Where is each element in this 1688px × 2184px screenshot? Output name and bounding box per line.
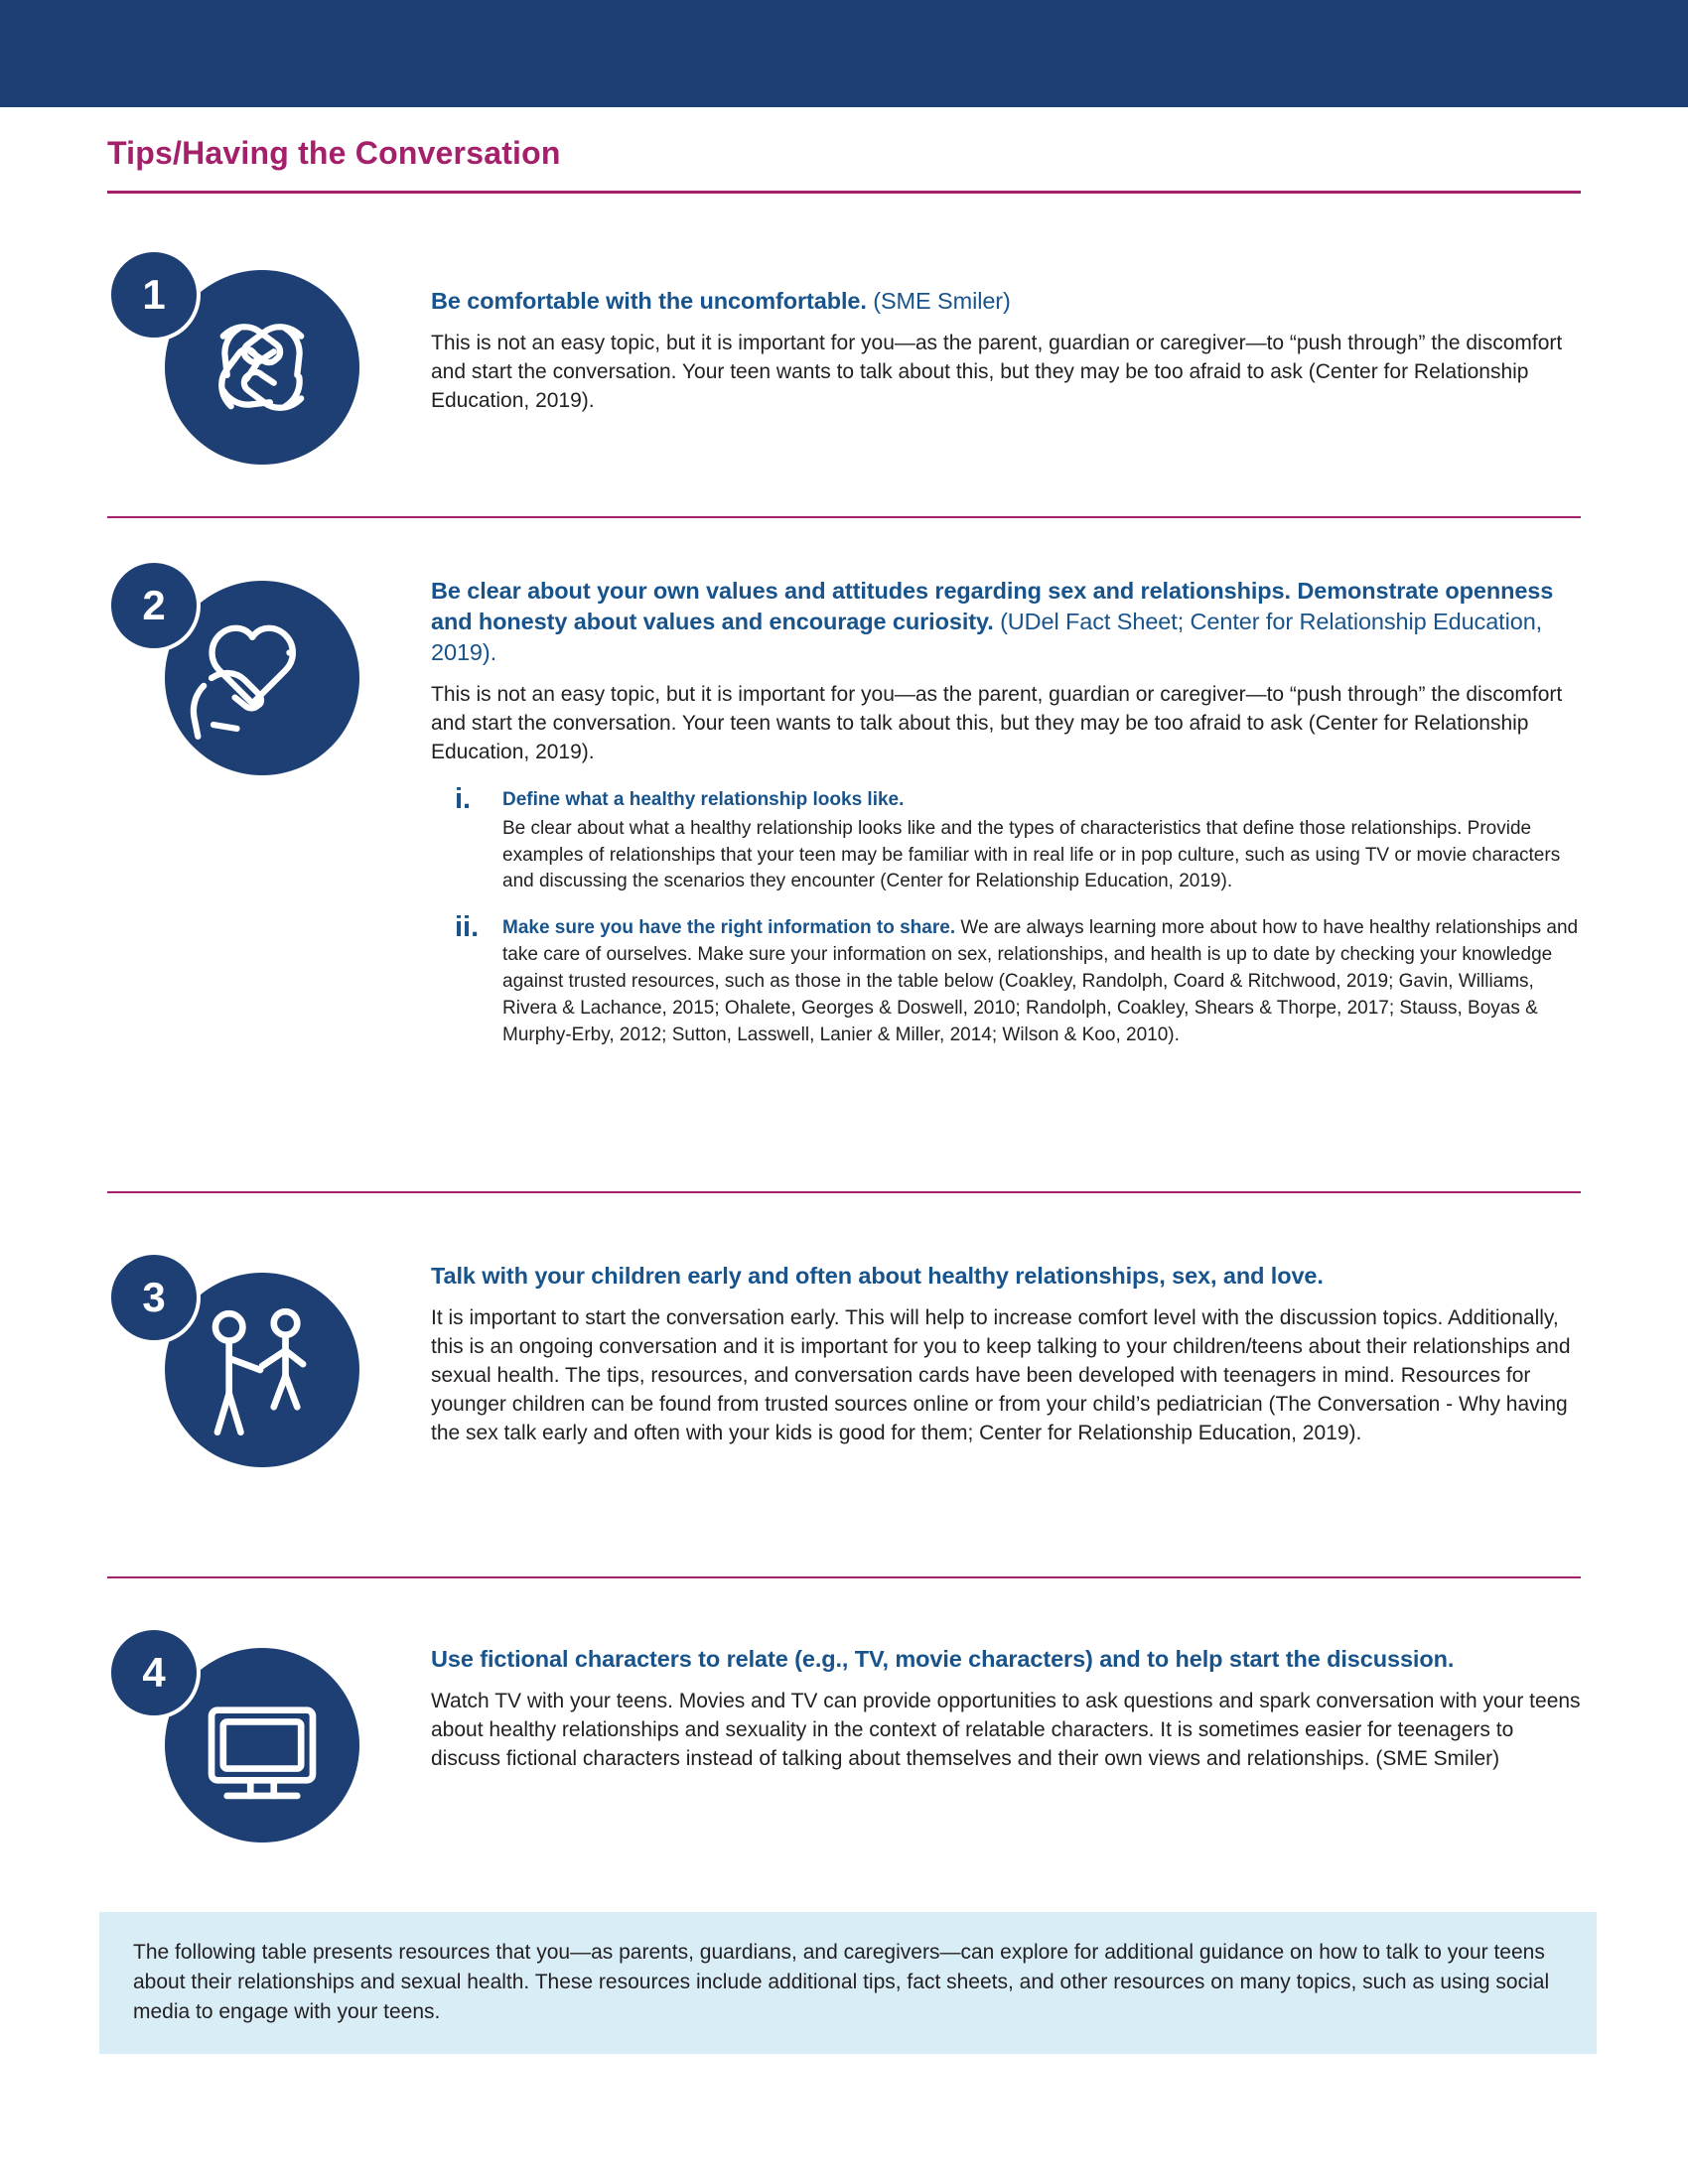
tip-heading-bold-4: Use fictional characters to relate (e.g., TV, movie characters) and to help start the discussion.	[431, 1646, 1455, 1672]
tip-heading-bold-1: Be comfortable with the uncomfortable.	[431, 288, 867, 314]
tip-heading-plain-2: (UDel Fact Sheet; Center for Relationship Education, 2019).	[431, 609, 1543, 666]
tip-body-1: This is not an easy topic, but it is important for you—as the parent, guardian or caregiver—to “push through” the discomfort and start the conversation. Your teen wants to talk about this, but they may be too afraid to ask (Center for Relationship Education, 2019).	[431, 332, 1563, 412]
tip-badge-2	[107, 559, 361, 777]
tip-heading-plain-1: (SME Smiler)	[866, 288, 1011, 314]
tip-subitem-2-i	[431, 782, 1581, 896]
page-title: Tips/Having the Conversation	[107, 135, 561, 171]
tip-heading-bold-3: Talk with your children early and often about healthy relationships, sex, and love.	[431, 1263, 1324, 1289]
callout-text: The following table presents resources that you—as parents, guardians, and caregivers—can explore for additional guidance on how to talk to your teens about their relationships and sexual health. These resources include additional tips, fact sheets, and other resources on many topics, such as using social media to engage with your teens.	[133, 1941, 1550, 2023]
tip-number-4: 4	[107, 1626, 201, 1719]
subitem-marker-i: i.	[455, 782, 472, 815]
tip-divider-1	[107, 516, 1581, 518]
tip-text-4	[431, 1644, 1581, 1774]
tip-number-1: 1	[107, 248, 201, 341]
tip-body-3: It is important to start the conversation early. This will help to increase comfort level with the discussion topics. Additionally, this is an ongoing conversation and it is important for you to keep talking to your children/teens about their relationships and sexual health. The tips, resources, and conversation cards have been developed with teenagers in mind. Resources for younger children can be found from trusted sources online or from your child’s pediatrician (The Conversation - Why having the sex talk early and often with your kids is good for them; Center for Relationship Education, 2019).	[431, 1306, 1571, 1444]
tip-heading-4	[431, 1644, 1581, 1675]
tip-text-3	[431, 1261, 1581, 1448]
subitem-body-i: Be clear about what a healthy relationship looks like and the types of characteristics that define those relationships. Provide examples of relationships that your teen may be familiar with in real life or in pop culture, such as using TV or movie characters and discussing the scenarios they encounter (Center for Relationship Education, 2019).	[502, 817, 1561, 892]
tip-number-2: 2	[107, 559, 201, 652]
subitem-title-ii: Make sure you have the right information to share.	[502, 917, 956, 939]
subitem-title-i: Define what a healthy relationship looks like.	[502, 788, 905, 810]
title-divider	[107, 191, 1581, 194]
subitem-body-ii: We are always learning more about how to have healthy relationships and take care of ourselves. Make sure your information on sex, relationships, and health is up to date by checking your knowledge against trusted resources, such as those in the table below (Coakley, Randolph, Coard & Ritchwood, 2019; Gavin, Williams, Rivera & Lachance, 2015; Ohalete, Georges & Doswell, 2010; Randolph, Coakley, Shears & Thorpe, 2017; Stauss, Boyas & Murphy-Erby, 2012; Sutton, Lasswell, Lanier & Miller, 2014; Wilson & Koo, 2010).	[502, 917, 1579, 1046]
tip-body-4: Watch TV with your teens. Movies and TV can provide opportunities to ask questions and spark conversation with your teens about healthy relationships and sexuality in the context of relatable characters. It is sometimes easier for teenagers to discuss fictional characters instead of talking about themselves and their own views and relationships. (SME Smiler)	[431, 1690, 1581, 1770]
tip-heading-2	[431, 576, 1581, 668]
tip-number-3: 3	[107, 1251, 201, 1344]
tip-body-2: This is not an easy topic, but it is important for you—as the parent, guardian or caregiver—to “push through” the discomfort and start the conversation. Your teen wants to talk about this, but they may be too afraid to ask (Center for Relationship Education, 2019).	[431, 683, 1563, 763]
tip-badge-4	[107, 1626, 361, 1844]
tip-badge-1	[107, 248, 361, 467]
callout-box	[99, 1912, 1597, 2054]
tip-text-2	[431, 576, 1581, 1049]
tip-divider-3	[107, 1576, 1581, 1578]
tip-subitem-2-ii	[431, 911, 1581, 1049]
header-band	[0, 0, 1688, 107]
tip-heading-1	[431, 286, 1581, 317]
tip-divider-2	[107, 1191, 1581, 1193]
tip-heading-3	[431, 1261, 1581, 1292]
subitem-marker-ii: ii.	[455, 911, 480, 944]
tip-text-1	[431, 286, 1581, 416]
tip-heading-bold-2: Be clear about your own values and attitudes regarding sex and relationships. Demonstrate openness and honesty about values and encourage curiosity.	[431, 578, 1554, 635]
tip-badge-3	[107, 1251, 361, 1469]
